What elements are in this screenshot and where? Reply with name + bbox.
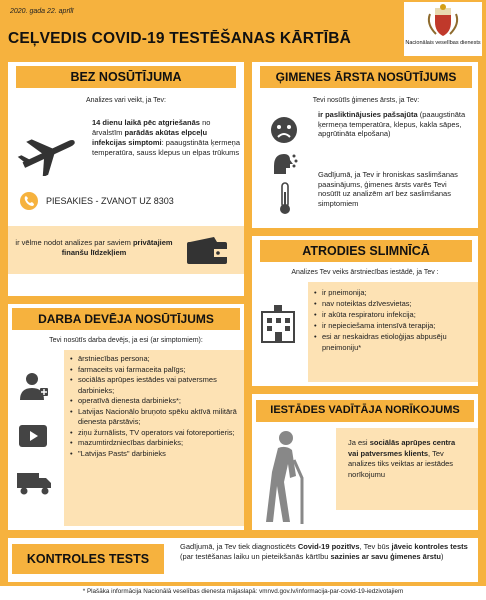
list-item: • ir akūta respiratoru infekcija; bbox=[314, 309, 474, 320]
kontroles-bold-c: sazinies ar savu ģimenes ārstu bbox=[330, 552, 441, 561]
kontroles-text-b: , Tev būs bbox=[359, 542, 392, 551]
list-item: • esi ar neskaidras etioloģijas abpusēju pneimoniju* bbox=[314, 331, 474, 353]
gim-case1-text: (paaugstināta ķermeņa temperatūra, klepus, kakla sāpes, apgrūtināta elpošana) bbox=[318, 110, 466, 138]
kontroles-text bbox=[180, 542, 472, 562]
bez-case1 bbox=[92, 118, 240, 158]
kontroles-text-a: Gadījumā, ja Tev tiek diagnosticēts bbox=[180, 542, 298, 551]
list-item: • "Latvijas Pasts" darbinieks bbox=[70, 449, 240, 460]
bez-case2-bold: privātajiem finanšu līdzekļiem bbox=[61, 238, 173, 257]
list-item: • sociālās aprūpes iestādes vai patversmes darbinieks; bbox=[70, 375, 240, 396]
iest-text-a: Ja esi bbox=[348, 438, 370, 447]
page-title: CEĻVEDIS COVID-19 TESTĒŠANAS KĀRTĪBĀ bbox=[8, 30, 352, 47]
phone-icon bbox=[20, 192, 38, 210]
logo-caption: Nacionālais veselības dienests bbox=[405, 40, 481, 46]
wallet-icon bbox=[186, 236, 230, 266]
bez-case2-text: ir vēlme nodot analizes par saviem bbox=[15, 238, 133, 247]
list-item: • ir nepieciešama intensīvā terapija; bbox=[314, 320, 474, 331]
slim-intro: Analizes Tev veiks ārstniecības iestādē, ja Tev : bbox=[291, 269, 439, 276]
bez-title: BEZ NOSŪTĪJUMA bbox=[70, 70, 182, 84]
hospital-icon bbox=[260, 304, 296, 344]
darba-intro: Tevi nosūtīs darba devējs, ja esi (ar simptomiem): bbox=[49, 337, 203, 344]
bez-case1-text-a: no ārvalstīm bbox=[92, 118, 211, 137]
bez-phone: PIESAKIES - ZVANOT UZ 8303 bbox=[46, 196, 174, 206]
coat-of-arms-icon bbox=[404, 2, 482, 40]
list-item: • mazumtirdzniecības darbinieks; bbox=[70, 438, 240, 449]
darba-title: DARBA DEVĒJA NOSŪTĪJUMS bbox=[38, 312, 214, 326]
list-item: • ziņu žurnālists, TV operators vai fotoreportieris; bbox=[70, 428, 240, 439]
gim-case2: Gadījumā, ja Tev ir hroniskas saslimšanas paasinājums, ģimenes ārsts varēs Tevi nosūtīt uz analizēm arī bez saslimšanas simptomiem bbox=[318, 170, 458, 208]
header-date: 2020. gada 22. aprīlī bbox=[10, 8, 74, 15]
bez-case2 bbox=[14, 238, 174, 257]
cough-icon bbox=[270, 150, 298, 176]
logo bbox=[404, 2, 482, 56]
iest-title: IESTĀDES VADĪTĀJA NORĪKOJUMS bbox=[270, 404, 460, 416]
sad-face-icon bbox=[270, 116, 298, 144]
gim-case1-bold: ir pasliktinājusies pašsajūta bbox=[318, 110, 418, 119]
kontroles-bold-a: Covid-19 pozitīvs bbox=[297, 542, 360, 551]
bez-case1-bold-a: 14 dienu laikā pēc atgriešanās bbox=[92, 118, 200, 127]
list-item: • ārstniecības persona; bbox=[70, 354, 240, 365]
bez-intro: Analizes vari veikt, ja Tev: bbox=[85, 97, 166, 104]
iest-text bbox=[348, 438, 466, 480]
list-item: • ir pneimonija; bbox=[314, 287, 474, 298]
kontroles-bold-b: jāveic kontroles tests bbox=[391, 542, 468, 551]
thermometer-icon bbox=[278, 182, 292, 216]
kontroles-title: KONTROLES TESTS bbox=[26, 552, 150, 566]
footer-text: * Plašāka informācija Nacionālā veselības dienesta mājaslapā: vmnvd.gov.lv/informacija-par-covid-19-iedzivotajiem bbox=[82, 588, 404, 595]
iest-text-b: , Tev analizes tiks veiktas ar iestādes norīkojumu bbox=[348, 448, 454, 479]
kontroles-text-c: (par testēšanas laiku un pieteikšanās kārtību bbox=[180, 552, 331, 561]
truck-icon bbox=[16, 470, 52, 496]
iest-text-bold: sociālās aprūpes centra vai patversmes klients bbox=[348, 438, 456, 458]
bez-case1-text-b: : paaugstināta ķermeņa temperatūra, sauss klepus un elpas trūkums bbox=[92, 138, 240, 157]
bez-case1-bold-b: parādās akūtas elpceļu infekcijas simptomi bbox=[92, 128, 208, 147]
darba-list bbox=[70, 354, 240, 459]
list-item: • farmaceits vai farmaceita palīgs; bbox=[70, 365, 240, 376]
elderly-person-icon bbox=[264, 430, 314, 526]
slim-title: ATRODIES SLIMNĪCĀ bbox=[302, 244, 430, 258]
slim-list bbox=[314, 287, 474, 353]
kontroles-text-d: ) bbox=[441, 552, 444, 561]
video-icon bbox=[18, 424, 48, 448]
list-item: • Latvijas Nacionālo bruņoto spēku aktīvā militārā dienesta pārstāvis; bbox=[70, 407, 240, 428]
airplane-icon bbox=[16, 126, 78, 176]
list-item: • operatīvā dienesta darbinieks*; bbox=[70, 396, 240, 407]
gim-case1 bbox=[318, 110, 470, 139]
list-item: • nav noteiktas dzīvesvietas; bbox=[314, 298, 474, 309]
gim-intro: Tevi nosūtīs ģimenes ārsts, ja Tev: bbox=[312, 97, 420, 104]
doctor-icon bbox=[18, 370, 50, 402]
gim-title: ĢIMENES ĀRSTA NOSŪTĪJUMS bbox=[275, 70, 457, 84]
